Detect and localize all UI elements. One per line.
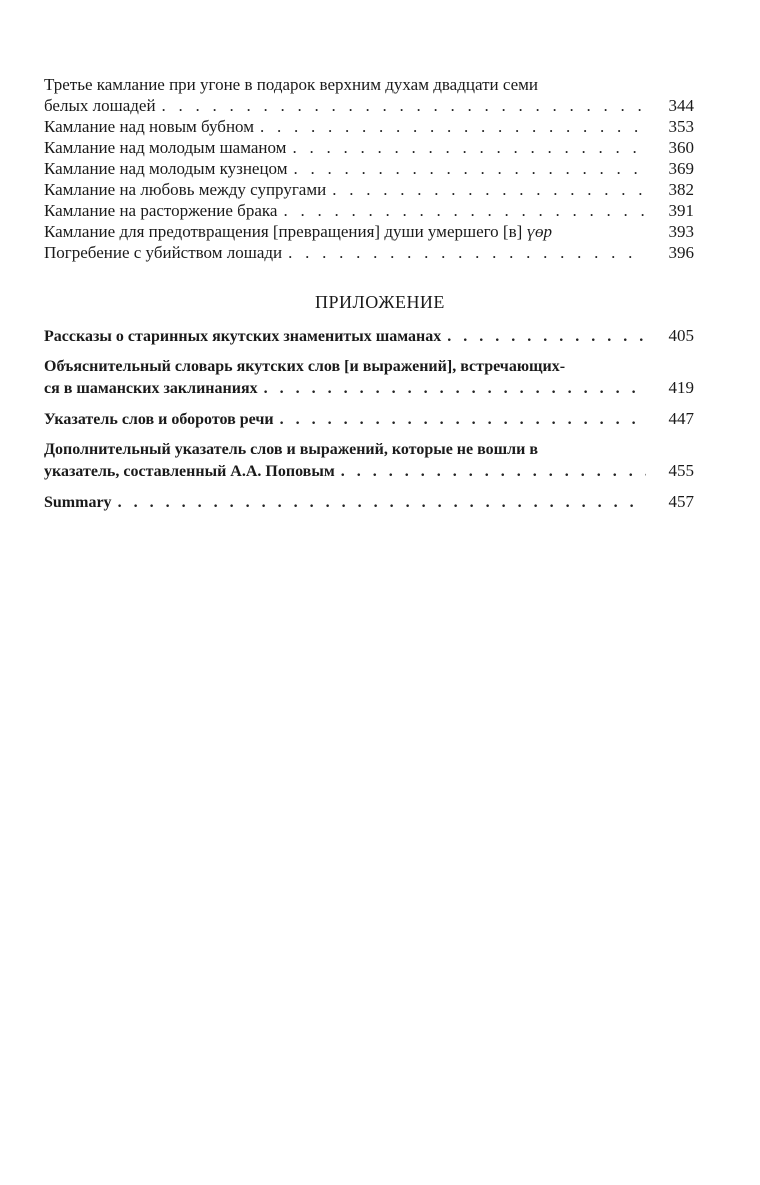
toc-entry xyxy=(44,221,694,242)
leader-dots xyxy=(288,242,646,263)
toc-page-number: 455 xyxy=(668,461,694,480)
toc-section-appendix xyxy=(44,325,694,522)
toc-page-number: 405 xyxy=(668,326,694,345)
toc-entry-title: Камлание над новым бубном xyxy=(44,117,254,136)
toc-page-number: 391 xyxy=(668,201,694,220)
leader-dots xyxy=(294,158,647,179)
leader-dots xyxy=(260,116,646,137)
toc-page-number: 353 xyxy=(668,117,694,136)
leader-dots xyxy=(447,326,646,347)
toc-page-number: 344 xyxy=(668,96,694,115)
toc-page-number: 457 xyxy=(668,492,694,511)
leader-dots xyxy=(264,378,646,399)
toc-entry-title-line2: белых лошадей xyxy=(44,96,156,115)
toc-page-number: 369 xyxy=(668,159,694,178)
toc-entry xyxy=(44,356,694,399)
leader-dots xyxy=(280,409,646,430)
toc-section-main xyxy=(44,74,694,263)
toc-entry xyxy=(44,116,694,137)
toc-entry xyxy=(44,325,694,347)
toc-page-number: 419 xyxy=(668,378,694,397)
toc-entry-title-line2: указатель, составленный А.А. Поповым xyxy=(44,463,335,480)
toc-entry-title: Рассказы о старинных якутских знаменитых шаманах xyxy=(44,328,442,345)
toc-entry-italic-term: үөр xyxy=(526,222,553,241)
toc-entry-title: Summary xyxy=(44,494,112,511)
section-heading: ПРИЛОЖЕНИЕ xyxy=(315,292,445,312)
leader-dots xyxy=(283,200,646,221)
toc-entry-title: Погребение с убийством лошади xyxy=(44,243,283,262)
toc-entry xyxy=(44,439,694,482)
toc-entry xyxy=(44,74,694,116)
toc-page-number: 396 xyxy=(668,243,694,262)
toc-page-number: 382 xyxy=(668,180,694,199)
toc-entry xyxy=(44,200,694,221)
toc-page-number: 447 xyxy=(668,409,694,428)
leader-dots xyxy=(341,461,646,482)
toc-page-number: 360 xyxy=(668,138,694,157)
toc-entry xyxy=(44,158,694,179)
toc-entry-title: Камлание над молодым кузнецом xyxy=(44,159,288,178)
toc-page-number: 393 xyxy=(668,222,694,241)
toc-entry-title: Камлание над молодым шаманом xyxy=(44,138,287,157)
toc-entry-title: Камлание для предотвращения [превращения] души умершего [в] xyxy=(44,222,523,241)
toc-entry-title-line2: ся в шаманских заклинаниях xyxy=(44,380,258,397)
toc-entry-title-line1: Третье камлание при угоне в подарок верхним духам двадцати семи xyxy=(44,75,538,94)
toc-entry-title: Камлание на любовь между супругами xyxy=(44,180,327,199)
toc-entry xyxy=(44,491,694,513)
leader-dots xyxy=(118,492,646,513)
toc-entry xyxy=(44,408,694,430)
toc-entry-title: Камлание на расторжение брака xyxy=(44,201,278,220)
toc-entry-title-line1: Объяснительный словарь якутских слов [и выражений], встречающих- xyxy=(44,358,566,375)
toc-entry-title: Указатель слов и оборотов речи xyxy=(44,411,274,428)
toc-entry-title-line1: Дополнительный указатель слов и выражений, которые не вошли в xyxy=(44,441,538,458)
toc-entry xyxy=(44,137,694,158)
leader-dots xyxy=(292,137,646,158)
toc-entry xyxy=(44,179,694,200)
leader-dots xyxy=(332,179,646,200)
leader-dots xyxy=(162,95,646,116)
toc-entry xyxy=(44,242,694,263)
